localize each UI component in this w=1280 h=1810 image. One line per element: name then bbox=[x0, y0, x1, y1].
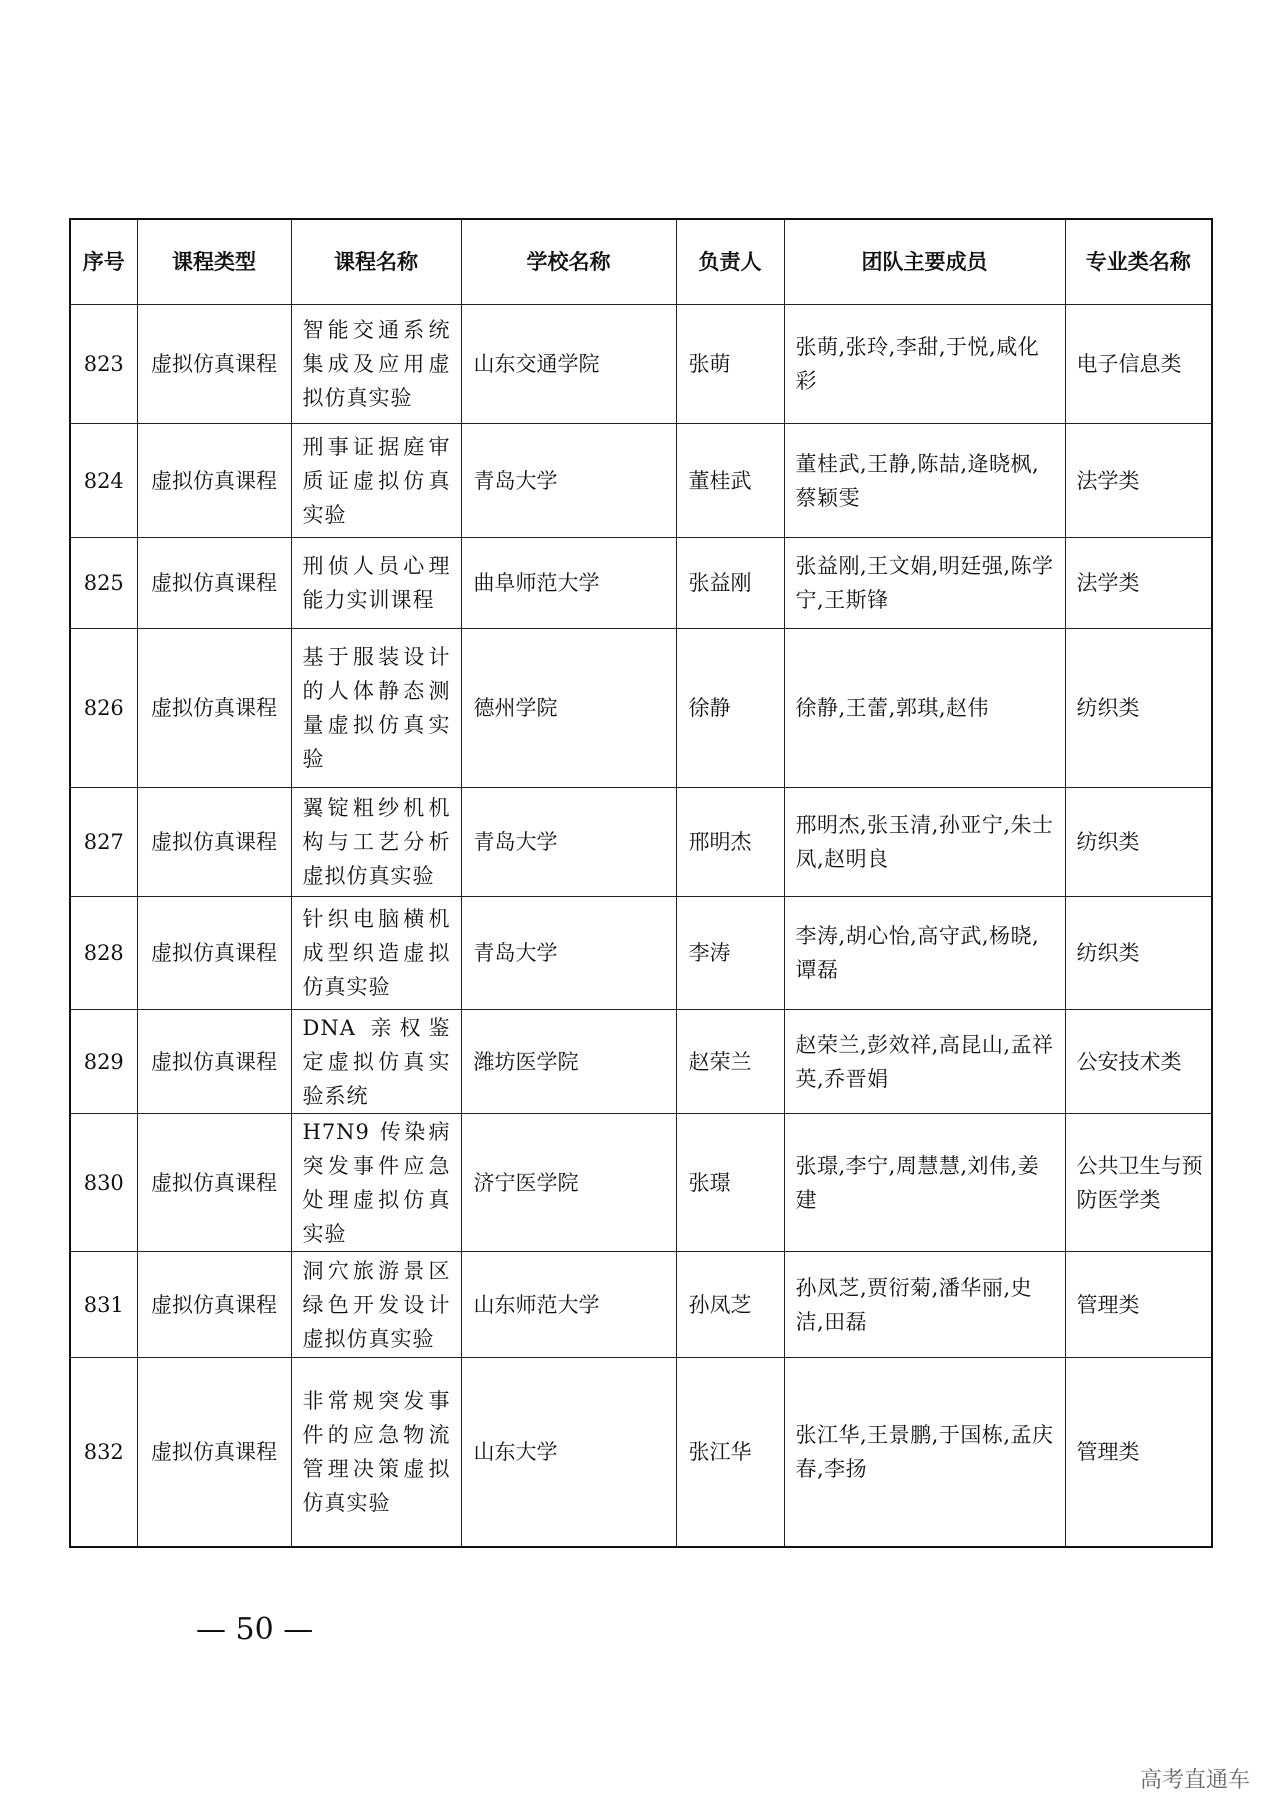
cell-school-name: 山东交通学院 bbox=[461, 305, 676, 424]
header-course-type: 课程类型 bbox=[137, 219, 291, 305]
cell-serial: 831 bbox=[70, 1252, 137, 1358]
cell-course-name: 洞穴旅游景区绿色开发设计虚拟仿真实验 bbox=[291, 1252, 461, 1358]
cell-team-members: 张萌,张玲,李甜,于悦,咸化彩 bbox=[784, 305, 1065, 424]
cell-major-category: 纺织类 bbox=[1065, 629, 1212, 788]
page-number: — 50 — bbox=[196, 1612, 314, 1647]
cell-course-name: 智能交通系统集成及应用虚拟仿真实验 bbox=[291, 305, 461, 424]
cell-course-name: 刑事证据庭审质证虚拟仿真实验 bbox=[291, 424, 461, 538]
cell-lead: 张江华 bbox=[676, 1358, 784, 1547]
cell-course-name: 非常规突发事件的应急物流管理决策虚拟仿真实验 bbox=[291, 1358, 461, 1547]
cell-serial: 824 bbox=[70, 424, 137, 538]
cell-team-members: 张璟,李宁,周慧慧,刘伟,姜建 bbox=[784, 1114, 1065, 1252]
table-row bbox=[70, 1252, 1212, 1358]
table-row bbox=[70, 1114, 1212, 1252]
header-school-name: 学校名称 bbox=[461, 219, 676, 305]
cell-course-name: DNA 亲权鉴定虚拟仿真实验系统 bbox=[291, 1010, 461, 1114]
cell-serial: 827 bbox=[70, 788, 137, 897]
cell-team-members: 张益刚,王文娟,明廷强,陈学宁,王斯锋 bbox=[784, 538, 1065, 629]
cell-team-members: 赵荣兰,彭效祥,高昆山,孟祥英,乔晋娟 bbox=[784, 1010, 1065, 1114]
cell-course-type: 虚拟仿真课程 bbox=[137, 1252, 291, 1358]
cell-major-category: 纺织类 bbox=[1065, 788, 1212, 897]
cell-lead: 董桂武 bbox=[676, 424, 784, 538]
header-major-category: 专业类名称 bbox=[1065, 219, 1212, 305]
header-lead: 负责人 bbox=[676, 219, 784, 305]
cell-course-type: 虚拟仿真课程 bbox=[137, 1010, 291, 1114]
cell-team-members: 邢明杰,张玉清,孙亚宁,朱士凤,赵明良 bbox=[784, 788, 1065, 897]
cell-school-name: 山东师范大学 bbox=[461, 1252, 676, 1358]
cell-lead: 李涛 bbox=[676, 897, 784, 1010]
cell-major-category: 公安技术类 bbox=[1065, 1010, 1212, 1114]
cell-team-members: 董桂武,王静,陈喆,逄晓枫,蔡颖雯 bbox=[784, 424, 1065, 538]
cell-lead: 徐静 bbox=[676, 629, 784, 788]
cell-major-category: 法学类 bbox=[1065, 424, 1212, 538]
cell-lead: 张萌 bbox=[676, 305, 784, 424]
course-table bbox=[69, 218, 1213, 1548]
cell-course-name: 翼锭粗纱机机构与工艺分析虚拟仿真实验 bbox=[291, 788, 461, 897]
cell-serial: 823 bbox=[70, 305, 137, 424]
cell-major-category: 管理类 bbox=[1065, 1358, 1212, 1547]
cell-course-name: H7N9 传染病突发事件应急处理虚拟仿真实验 bbox=[291, 1114, 461, 1252]
cell-school-name: 山东大学 bbox=[461, 1358, 676, 1547]
cell-course-type: 虚拟仿真课程 bbox=[137, 629, 291, 788]
table-row bbox=[70, 1010, 1212, 1114]
cell-lead: 孙凤芝 bbox=[676, 1252, 784, 1358]
table-row bbox=[70, 629, 1212, 788]
table-row bbox=[70, 897, 1212, 1010]
cell-school-name: 济宁医学院 bbox=[461, 1114, 676, 1252]
cell-course-type: 虚拟仿真课程 bbox=[137, 305, 291, 424]
cell-major-category: 公共卫生与预防医学类 bbox=[1065, 1114, 1212, 1252]
cell-team-members: 孙凤芝,贾衍菊,潘华丽,史洁,田磊 bbox=[784, 1252, 1065, 1358]
cell-serial: 832 bbox=[70, 1358, 137, 1547]
cell-serial: 826 bbox=[70, 629, 137, 788]
cell-course-type: 虚拟仿真课程 bbox=[137, 788, 291, 897]
cell-course-type: 虚拟仿真课程 bbox=[137, 538, 291, 629]
cell-team-members: 李涛,胡心怡,高守武,杨晓,谭磊 bbox=[784, 897, 1065, 1010]
cell-lead: 赵荣兰 bbox=[676, 1010, 784, 1114]
cell-school-name: 潍坊医学院 bbox=[461, 1010, 676, 1114]
cell-course-type: 虚拟仿真课程 bbox=[137, 424, 291, 538]
cell-school-name: 青岛大学 bbox=[461, 424, 676, 538]
table-row bbox=[70, 305, 1212, 424]
cell-lead: 张益刚 bbox=[676, 538, 784, 629]
watermark-text: 高考直通车 bbox=[1139, 1768, 1250, 1793]
table-row bbox=[70, 424, 1212, 538]
cell-major-category: 纺织类 bbox=[1065, 897, 1212, 1010]
cell-team-members: 徐静,王蕾,郭琪,赵伟 bbox=[784, 629, 1065, 788]
header-serial: 序号 bbox=[70, 219, 137, 305]
cell-school-name: 德州学院 bbox=[461, 629, 676, 788]
cell-major-category: 法学类 bbox=[1065, 538, 1212, 629]
header-course-name: 课程名称 bbox=[291, 219, 461, 305]
cell-serial: 830 bbox=[70, 1114, 137, 1252]
cell-major-category: 电子信息类 bbox=[1065, 305, 1212, 424]
table-row bbox=[70, 1358, 1212, 1547]
cell-course-name: 针织电脑横机成型织造虚拟仿真实验 bbox=[291, 897, 461, 1010]
table-row bbox=[70, 788, 1212, 897]
table-header-row bbox=[70, 219, 1212, 305]
cell-course-name: 刑侦人员心理能力实训课程 bbox=[291, 538, 461, 629]
cell-course-type: 虚拟仿真课程 bbox=[137, 897, 291, 1010]
cell-lead: 邢明杰 bbox=[676, 788, 784, 897]
cell-major-category: 管理类 bbox=[1065, 1252, 1212, 1358]
cell-course-type: 虚拟仿真课程 bbox=[137, 1358, 291, 1547]
cell-serial: 829 bbox=[70, 1010, 137, 1114]
cell-serial: 828 bbox=[70, 897, 137, 1010]
header-team-members: 团队主要成员 bbox=[784, 219, 1065, 305]
cell-course-name: 基于服装设计的人体静态测量虚拟仿真实验 bbox=[291, 629, 461, 788]
cell-lead: 张璟 bbox=[676, 1114, 784, 1252]
cell-course-type: 虚拟仿真课程 bbox=[137, 1114, 291, 1252]
cell-school-name: 曲阜师范大学 bbox=[461, 538, 676, 629]
cell-school-name: 青岛大学 bbox=[461, 788, 676, 897]
cell-serial: 825 bbox=[70, 538, 137, 629]
table-row bbox=[70, 538, 1212, 629]
cell-school-name: 青岛大学 bbox=[461, 897, 676, 1010]
cell-team-members: 张江华,王景鹏,于国栋,孟庆春,李扬 bbox=[784, 1358, 1065, 1547]
